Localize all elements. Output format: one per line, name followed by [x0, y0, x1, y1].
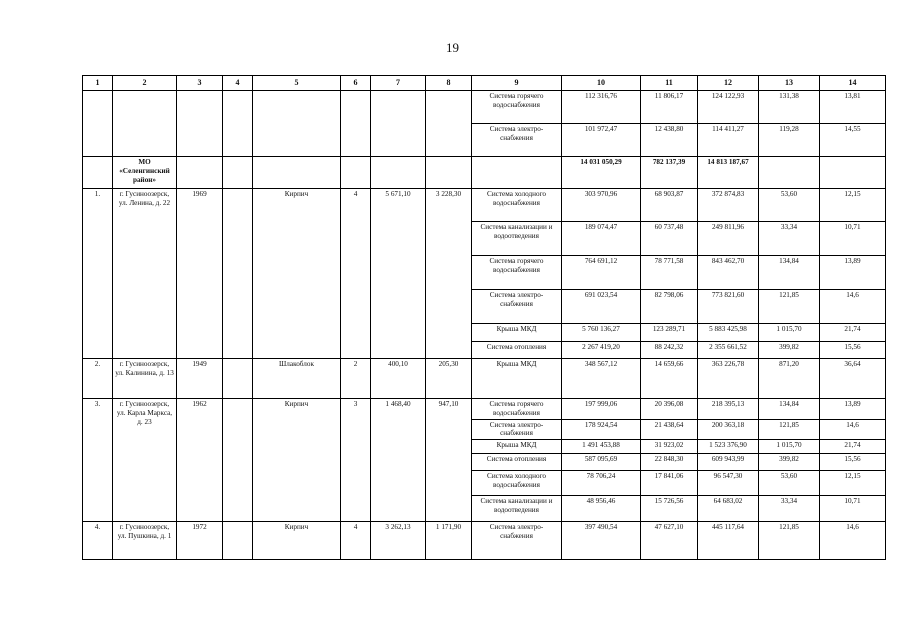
cell-col11: 17 841,06 [641, 471, 698, 496]
system-type: Система электро-снабжения [472, 124, 562, 157]
page-number: 19 [446, 40, 459, 55]
cell-col14: 10,71 [820, 496, 886, 522]
cell-col8: 205,30 [426, 359, 472, 399]
floors-count: 4 [341, 522, 371, 560]
table-row [83, 522, 886, 560]
cell-col7: 3 262,13 [371, 522, 426, 560]
cell-col14: 14,6 [820, 522, 886, 560]
cell-col13: 33,34 [759, 496, 820, 522]
cell-col11: 31 923,02 [641, 440, 698, 454]
system-type: Система отопления [472, 454, 562, 471]
cell-col11: 78 771,58 [641, 256, 698, 290]
header-row [83, 76, 886, 91]
cell-col12: 609 943,99 [698, 454, 759, 471]
cell-col12: 5 883 425,98 [698, 324, 759, 342]
cell-col12: 200 363,18 [698, 419, 759, 440]
column-header: 11 [641, 76, 698, 91]
system-type: Система горячего водоснабжения [472, 91, 562, 124]
cell-col13: 121,85 [759, 419, 820, 440]
district-name: МО «Селенгинский район» [113, 157, 177, 189]
wall-material: Кирпич [253, 522, 341, 560]
column-header: 3 [177, 76, 223, 91]
cell-col13: 399,82 [759, 454, 820, 471]
cell-col7: 400,10 [371, 359, 426, 399]
cell-col10: 112 316,76 [562, 91, 641, 124]
cell-col13: 134,84 [759, 256, 820, 290]
district-col10: 14 031 050,29 [562, 157, 641, 189]
cell-col14: 13,89 [820, 399, 886, 420]
cell-col13: 121,85 [759, 522, 820, 560]
cell-col11: 22 848,30 [641, 454, 698, 471]
column-header: 2 [113, 76, 177, 91]
row-number: 3. [83, 399, 113, 522]
cell-col11: 68 903,87 [641, 189, 698, 222]
building-address: г. Гусиноозерск, ул. Пушкина, д. 1 [113, 522, 177, 560]
cell-col10: 587 095,69 [562, 454, 641, 471]
cell-col13: 134,84 [759, 399, 820, 420]
wall-material: Кирпич [253, 399, 341, 522]
system-type: Система электро-снабжения [472, 290, 562, 324]
cell-col8: 1 171,90 [426, 522, 472, 560]
cell-col11: 60 737,48 [641, 222, 698, 256]
housing-repair-table [82, 75, 886, 560]
cell-col11: 20 396,08 [641, 399, 698, 420]
row-number: 4. [83, 522, 113, 560]
floors-count: 3 [341, 399, 371, 522]
cell-col11: 12 438,80 [641, 124, 698, 157]
cell-col10: 1 491 453,88 [562, 440, 641, 454]
column-header: 8 [426, 76, 472, 91]
cell-col10: 303 970,96 [562, 189, 641, 222]
cell-col12: 372 874,83 [698, 189, 759, 222]
district-col11: 782 137,39 [641, 157, 698, 189]
cell-col12: 114 411,27 [698, 124, 759, 157]
cell-col13: 1 015,70 [759, 324, 820, 342]
build-year: 1972 [177, 522, 223, 560]
cell-col10: 78 706,24 [562, 471, 641, 496]
cell-col10: 189 074,47 [562, 222, 641, 256]
cell-col12: 1 523 376,90 [698, 440, 759, 454]
column-header: 7 [371, 76, 426, 91]
cell-col14: 13,81 [820, 91, 886, 124]
cell-col14: 10,71 [820, 222, 886, 256]
building-address: г. Гусиноозерск, ул. Калинина, д. 13 [113, 359, 177, 399]
cell-col10: 178 924,54 [562, 419, 641, 440]
cell-col10: 348 567,12 [562, 359, 641, 399]
cell-col8: 947,10 [426, 399, 472, 522]
system-type: Крыша МКД [472, 440, 562, 454]
cell-col11: 14 659,66 [641, 359, 698, 399]
build-year: 1969 [177, 189, 223, 359]
cell-col13: 871,20 [759, 359, 820, 399]
district-col12: 14 813 187,67 [698, 157, 759, 189]
table-row [83, 189, 886, 222]
column-header: 13 [759, 76, 820, 91]
table-row [83, 91, 886, 124]
cell-col14: 14,6 [820, 290, 886, 324]
cell-col12: 124 122,93 [698, 91, 759, 124]
floors-count: 2 [341, 359, 371, 399]
cell-col14: 14,6 [820, 419, 886, 440]
cell-col12: 445 117,64 [698, 522, 759, 560]
column-header: 1 [83, 76, 113, 91]
system-type: Система холодного водоснабжения [472, 471, 562, 496]
system-type: Система электро-снабжения [472, 419, 562, 440]
cell-col14: 15,56 [820, 342, 886, 359]
column-header: 9 [472, 76, 562, 91]
column-header: 5 [253, 76, 341, 91]
column-header: 4 [223, 76, 253, 91]
cell-col7: 1 468,40 [371, 399, 426, 522]
build-year: 1949 [177, 359, 223, 399]
cell-col13: 53,60 [759, 189, 820, 222]
cell-col10: 197 999,06 [562, 399, 641, 420]
cell-col10: 2 267 419,20 [562, 342, 641, 359]
cell-col13: 119,28 [759, 124, 820, 157]
system-type: Система холодного водоснабжения [472, 189, 562, 222]
table-row [83, 399, 886, 420]
cell-col10: 691 023,54 [562, 290, 641, 324]
cell-col11: 11 806,17 [641, 91, 698, 124]
cell-col11: 123 289,71 [641, 324, 698, 342]
cell-col12: 363 226,78 [698, 359, 759, 399]
system-type: Система горячего водоснабжения [472, 256, 562, 290]
cell-col11: 21 438,64 [641, 419, 698, 440]
wall-material: Шлакоблок [253, 359, 341, 399]
cell-col13: 1 015,70 [759, 440, 820, 454]
cell-col12: 2 355 661,52 [698, 342, 759, 359]
cell-col14: 36,64 [820, 359, 886, 399]
cell-col12: 773 821,60 [698, 290, 759, 324]
cell-col14: 15,56 [820, 454, 886, 471]
cell-col11: 15 726,56 [641, 496, 698, 522]
cell-col10: 101 972,47 [562, 124, 641, 157]
cell-col12: 96 547,30 [698, 471, 759, 496]
floors-count: 4 [341, 189, 371, 359]
district-total-row [83, 157, 886, 189]
cell-col13: 33,34 [759, 222, 820, 256]
cell-col11: 47 627,10 [641, 522, 698, 560]
cell-col14: 14,55 [820, 124, 886, 157]
cell-col13: 131,38 [759, 91, 820, 124]
cell-col13: 53,60 [759, 471, 820, 496]
system-type: Крыша МКД [472, 359, 562, 399]
building-address: г. Гусиноозерск, ул. Карла Маркса, д. 23 [113, 399, 177, 522]
system-type: Система канализации и водоотведения [472, 222, 562, 256]
cell-col10: 48 956,46 [562, 496, 641, 522]
cell-col10: 397 490,54 [562, 522, 641, 560]
column-header: 10 [562, 76, 641, 91]
column-header: 6 [341, 76, 371, 91]
cell-col11: 82 798,06 [641, 290, 698, 324]
cell-col13: 121,85 [759, 290, 820, 324]
system-type: Крыша МКД [472, 324, 562, 342]
cell-col12: 843 462,70 [698, 256, 759, 290]
building-address: г. Гусиноозерск, ул. Ленина, д. 22 [113, 189, 177, 359]
system-type: Система горячего водоснабжения [472, 399, 562, 420]
row-number: 1. [83, 189, 113, 359]
cell-col12: 218 395,13 [698, 399, 759, 420]
row-number: 2. [83, 359, 113, 399]
table-row [83, 359, 886, 399]
cell-col13: 399,82 [759, 342, 820, 359]
cell-col7: 5 671,10 [371, 189, 426, 359]
column-header: 12 [698, 76, 759, 91]
cell-col14: 21,74 [820, 440, 886, 454]
cell-col8: 3 228,30 [426, 189, 472, 359]
build-year: 1962 [177, 399, 223, 522]
system-type: Система отопления [472, 342, 562, 359]
cell-col14: 13,89 [820, 256, 886, 290]
cell-col10: 764 691,12 [562, 256, 641, 290]
cell-col14: 21,74 [820, 324, 886, 342]
cell-col10: 5 760 136,27 [562, 324, 641, 342]
cell-col12: 64 683,02 [698, 496, 759, 522]
system-type: Система канализации и водоотведения [472, 496, 562, 522]
cell-col12: 249 811,96 [698, 222, 759, 256]
cell-col11: 88 242,32 [641, 342, 698, 359]
system-type: Система электро-снабжения [472, 522, 562, 560]
cell-col14: 12,15 [820, 471, 886, 496]
wall-material: Кирпич [253, 189, 341, 359]
cell-col14: 12,15 [820, 189, 886, 222]
column-header: 14 [820, 76, 886, 91]
